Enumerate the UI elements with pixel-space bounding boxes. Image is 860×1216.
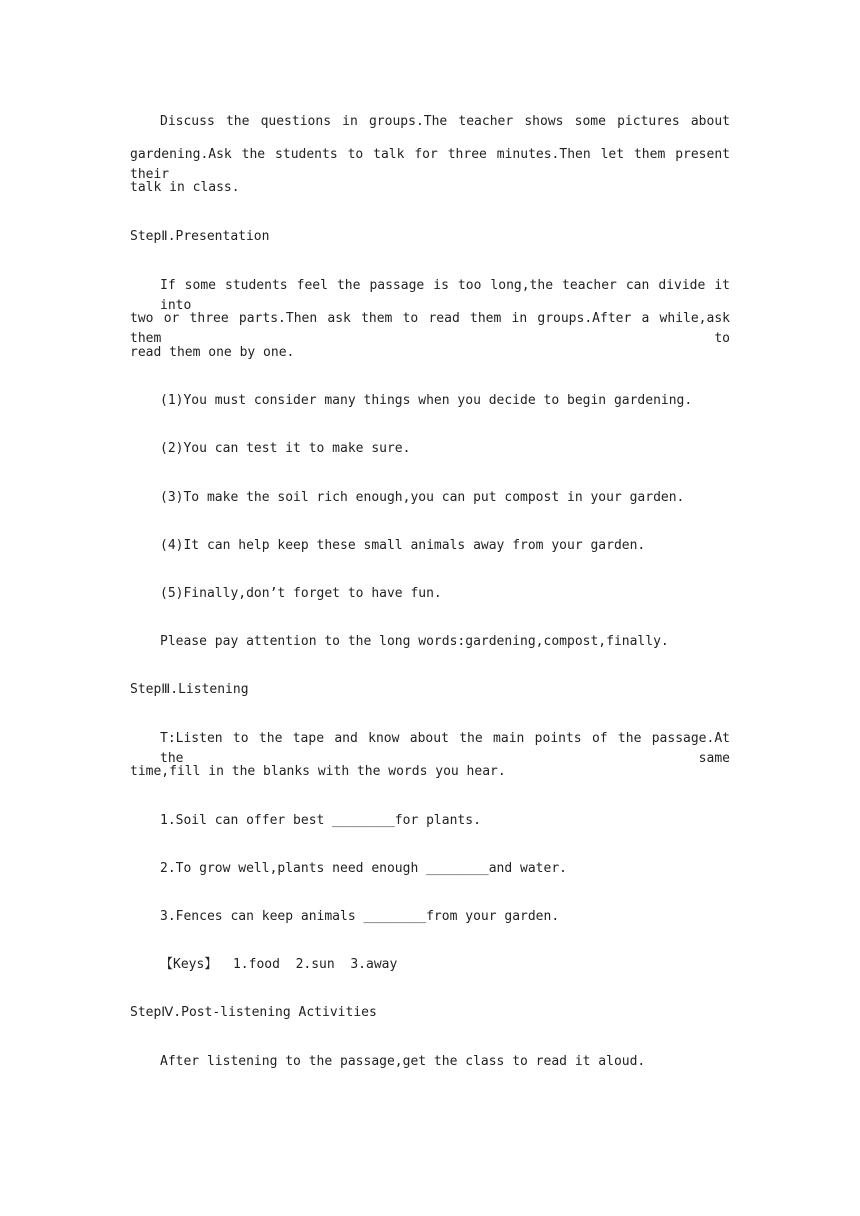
list-item: (4)It can help keep these small animals away from your garden. — [160, 538, 646, 553]
step2-para-line-1: If some students feel the passage is too long,the teacher can divide it into — [160, 278, 730, 313]
fill-blank-item: 1.Soil can offer best ________for plants. — [160, 813, 481, 828]
step3-para-line-1: T:Listen to the tape and know about the main points of the passage.At the same — [160, 731, 730, 766]
step2-para-line-2: two or three parts.Then ask them to read them in groups.After a while,ask them to — [130, 311, 730, 346]
step4-para: After listening to the passage,get the class to read it aloud. — [160, 1054, 646, 1069]
list-item: (2)You can test it to make sure. — [160, 441, 411, 456]
long-words-note: Please pay attention to the long words:gardening,compost,finally. — [160, 634, 669, 649]
discuss-line-3: talk in class. — [130, 180, 240, 195]
step2-heading: StepⅡ.Presentation — [130, 229, 270, 244]
step4-heading: StepⅣ.Post-listening Activities — [130, 1005, 377, 1020]
fill-blank-item: 3.Fences can keep animals ________from your garden. — [160, 909, 560, 924]
step3-para-line-2: time,fill in the blanks with the words you hear. — [130, 764, 506, 779]
discuss-line-2: gardening.Ask the students to talk for three minutes.Then let them present their — [130, 147, 730, 182]
step2-para-line-3: read them one by one. — [130, 345, 295, 360]
list-item: (3)To make the soil rich enough,you can put compost in your garden. — [160, 490, 685, 505]
answer-keys: 【Keys】 1.food 2.sun 3.away — [160, 957, 398, 972]
list-item: (5)Finally,don’t forget to have fun. — [160, 586, 442, 601]
step3-heading: StepⅢ.Listening — [130, 682, 249, 697]
discuss-line-1: Discuss the questions in groups.The teacher shows some pictures about — [160, 114, 730, 129]
list-item: (1)You must consider many things when you decide to begin gardening. — [160, 393, 693, 408]
fill-blank-item: 2.To grow well,plants need enough ________and water. — [160, 861, 567, 876]
